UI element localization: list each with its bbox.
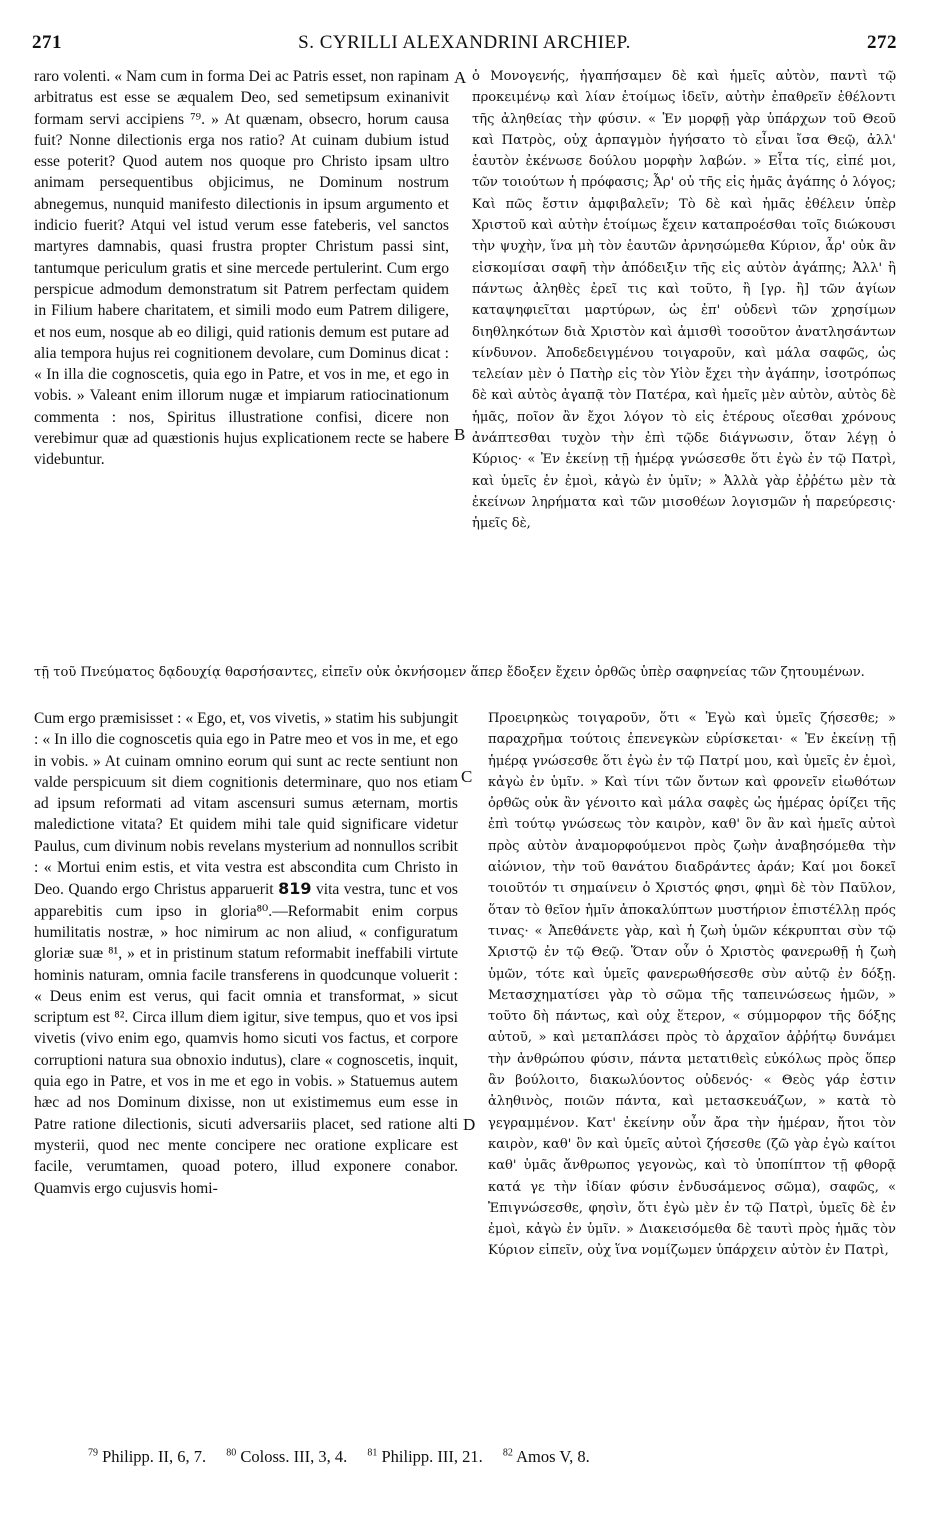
footnote-text: Philipp. III, 21. [381, 1447, 483, 1466]
footnotes [88, 1447, 888, 1467]
greek-spanning-line: τῇ τοῦ Πνεύματος δᾳδουχίᾳ θαρσήσαντες, εἰπεῖν οὐκ ὀκνήσομεν ἅπερ ἔδοξεν ἔχειν ὀρθῶς ὑπὲρ σαφηνείας τῶν ζητουμένων. [34, 665, 865, 680]
right-page-number: 272 [867, 32, 897, 53]
latin-column-top: raro volenti. « Nam cum in forma Dei ac Patris esset, non rapinam arbitratus est esse se æqualem Deo, sed semetipsum exinanivit formam servi accipiens ⁷⁹. » At quænam, obsecro, horum causa fuit? Nonne dilectionis erga nos ratio? At cuinam dubium istud esse poterit? Quod autem nos quoque pro Christo ipsam ultro animam persequentibus objicimus, ne Dominum nostrum abnegemus, nunquid manifesto dilectionis in ipsum argumento et indicio fuerit? Atqui vel istud verum esse fateberis, vel sanctos martyres damnabis, quasi frustra propter Christum passi sint, tantumque periculum gratis et sine mercede pertulerint. Cum ergo perspicue admodum demonstratum sit Patrem perfectam quidem in Filium habere charitatem, et simili modo eum Patrem diligere, et nos eum, nosque ab eo diligi, quid rationis demum est putare ad alia tempora hujus rei cognitionem devolare, cum Dominus dicat : « In illa die cognoscetis, quia ego in Patre, et vos in me, et ego in vobis. » Valeant enim illorum nugæ et impiarum ratiocinationum commenta : nos, Spiritus illustratione confisi, dicere non verebimur quæ ad quæstionis hujus explicationem recte se habere videbuntur. [34, 68, 449, 469]
latin-bottom-part-2: vita vestra, tunc et vos apparebitis cum ipso in gloria⁸⁰.—Reformabit enim corpus humilitatis nostræ, » hoc nimirum ac non aliud, « configuratum gloriæ suæ ⁸¹, » et in pristinum statum reformabit ineffabili virtute hominis naturam, omnia facile transferens in quodcunque voluerit : « Deus enim est verus, qui facit omnia et transformat, » sicut scriptum est ⁸². Circa illum diem igitur, sive tempus, quo et vos ipsi vivetis (vivo enim ego, quamvis homo sicuti vos factus, et corpore corruptioni natura sua obnoxio indutus), clare « cognoscetis, inquit, quia ego in Patre, et vos in me et ego in vobis. » Statuemus autem hæc ad nos Dominum dixisse, non ut existimemus eum esse in Patre ratione dilectionis, sicuti adversariis placet, sed ratione alti mysterii, quod nec mente concipere nec oratione explicare est facile, verumtamen, quoad potero, illud exponere conabor. Quamvis ergo cujusvis homi- [34, 881, 458, 1197]
footnote-number: 79 [88, 1447, 98, 1459]
footnote-number: 80 [226, 1447, 237, 1459]
footnote [367, 1447, 482, 1466]
column-number: 819 [278, 879, 312, 899]
footnote-number: 82 [502, 1447, 513, 1459]
footnote [88, 1447, 206, 1466]
footnote-number: 81 [367, 1447, 378, 1459]
footnote-text: Coloss. III, 3, 4. [240, 1447, 348, 1466]
section-marker-d: D [463, 1115, 476, 1134]
footnote-text: Amos V, 8. [516, 1447, 590, 1466]
running-title: S. CYRILLI ALEXANDRINI ARCHIEP. [298, 32, 631, 53]
latin-bottom-part-1: Cum ergo præmisisset : « Ego, et, vos vivetis, » statim his subjungit : « In illo die cognoscetis quia ego in Patre meo et vos in me, et ego in vobis. » At cuinam omnino eorum qui sunt ac recte sentiunt non valde perspicuum sit diem cognitionis determinare, quo nos etiam ad ipsum reformati ad vitam ascensuri sumus æternam, mortis maledictione vitata? Et quidem mihi tale quid significare videtur Paulus, cum divinum nobis revelans mysterium ad nonnullos scribit : « Mortui enim estis, et vita vestra est abscondita cum Christo in Deo. Quando ergo Christus apparuerit [34, 710, 458, 899]
section-marker-c: C [461, 767, 473, 786]
greek-column-bottom: Προειρηκὼς τοιγαροῦν, ὅτι « Ἐγὼ καὶ ὑμεῖς ζήσεσθε; » παραχρῆμα τούτοις ἐπενεγκὼν εὑρίσκεται· « Ἐν ἐκείνῃ τῇ ἡμέρᾳ γνώσεσθε ὅτι ἐγὼ ἐν τῷ Πατρί μου, καὶ ὑμεῖς ἐν ἐμοὶ, κἀγὼ ἐν ὑμῖν. » Καὶ τίνι τῶν ὄντων καὶ φρονεῖν εἰωθότων ὀρθῶς οὐκ ἂν γένοιτο καὶ μάλα σαφὲς ὡς ἡμέρας ὁρίζει τῆς ἐπὶ τούτῳ γνώσεως τὸν καιρὸν, καθ' ὃν ἂν καὶ ἡμεῖς αὐτοὶ πρὸς αὐτὸν ἀναμορφούμενοι πρὸς ζωὴν ἀναβησόμεθα τὴν αἰώνιον, τὴν τοῦ θανάτου διαδράντες ἀράν; Καί μοι δοκεῖ τοιοῦτόν τι σημαίνειν ὁ Χριστός φησι, φημὶ δὲ τὸν Παῦλον, ὅταν τὸ θεῖον ἡμῖν ἀποκαλύπτων μυστήριον ἐπιστέλλῃ πρός τινας· « Ἀπεθάνετε γὰρ, καὶ ἡ ζωὴ ὑμῶν κέκρυπται σὺν τῷ Χριστῷ ἐν τῷ Θεῷ. Ὅταν οὖν ὁ Χριστὸς φανερωθῇ ἡ ζωὴ ὑμῶν, τότε καὶ ὑμεῖς φανερωθήσεσθε σὺν αὐτῷ ἐν δόξῃ. Μετασχηματίσει γὰρ τὸ σῶμα τῆς ταπεινώσεως ἡμῶν, » τοῦτο δὴ πάντως, καὶ οὐχ ἕτερον, « σύμμορφον τῆς δόξης αὐτοῦ, » καὶ μεταπλάσει πρὸς τὸ ἀρχαῖον ἀῤῥήτῳ δυνάμει τὴν ἀνθρώπου φύσιν, πάντα μετατιθεὶς εὐκόλως πρὸς ὅπερ ἂν βούλοιτο, διακωλύοντος οὐδενός· « Θεὸς γάρ ἐστιν ἀληθινὸς, ποιῶν πάντα, καὶ μετασκευάζων, » κατὰ τὸ γεγραμμένον. Κατ' ἐκείνην οὖν ἄρα τὴν ἡμέραν, ἤτοι τὸν καιρὸν, καθ' ὃν καὶ ὑμεῖς αὐτοὶ ζήσεσθε (ζῶ γὰρ ἐγὼ καίτοι καθ' ὑμᾶς ἄνθρωπος γεγονὼς, καὶ τὸ ὑποπίπτον τῇ φθορᾷ κατά γε τὴν ἰδίαν φύσιν ἐνδυσάμενος σῶμα), σαφῶς, « Ἐπιγνώσεσθε, φησὶν, ὅτι ἐγὼ μὲν ἐν τῷ Πατρὶ, ὑμεῖς δὲ ἐν ἐμοὶ, κἀγὼ ἐν ὑμῖν. » Διακεισόμεθα δὲ ταυτὶ πρὸς ἡμᾶς τὸν Κύριον εἰπεῖν, οὐχ ἵνα νομίζωμεν ὑπάρχειν αὐτὸν ἐν Πατρὶ, [488, 711, 896, 1259]
footnote [226, 1447, 347, 1466]
section-marker-a: A [454, 68, 467, 87]
latin-column-bottom [34, 708, 458, 1199]
left-page-number: 271 [32, 32, 62, 53]
running-header [32, 32, 897, 56]
greek-column-top: ὁ Μονογενής, ἠγαπήσαμεν δὲ καὶ ἡμεῖς αὐτὸν, παντὶ τῷ προκειμένῳ καὶ λίαν ἑτοίμως ἰδεῖν, αὐτὴν ἐπαθρεῖν ἐθέλοντι τῆς ἀληθείας τὴν φύσιν. « Ἐν μορφῇ γὰρ ὑπάρχων τοῦ Θεοῦ καὶ Πατρὸς, οὐχ ἁρπαγμὸν ἡγήσατο τὸ εἶναι ἴσα Θεῷ, ἀλλ' ἑαυτὸν ἐκένωσε δούλου μορφὴν λαβών. » Εἶτα τίς, εἰπέ μοι, τῶν τοιούτων ἡ πρόφασις; Ἆρ' οὐ τῆς εἰς ἡμᾶς ἀγάπης ὁ λόγος; Καὶ πῶς ἔστιν ἀμφιβαλεῖν; Τὸ δὲ καὶ ἡμᾶς ἐθέλειν ὑπὲρ Χριστοῦ καὶ αὐτὴν ἑτοίμως ἔχειν καταπροέσθαι τοῖς διώκουσι τὴν ψυχὴν, ἵνα μὴ τὸν ἑαυτῶν ἀρνησώμεθα Κύριον, ἆρ' οὐκ ἂν εἰσκομίσαι σαφῆ τὴν ἀπόδειξιν τῆς εἰς αὐτὸν ἀγάπης; Ἀλλ' ἢ πάντως ἀληθὲς ἐρεῖ τις καὶ τοῦτο, ἢ [γρ. ἢ] τῶν ἁγίων καταψηφιεῖται μαρτύρων, ὡς ἐπ' οὐδενὶ τῶν χρησίμων διηθληκότων διὰ Χριστὸν καὶ ἀμισθὶ τοσοῦτον ἀνατλησάντων κίνδυνον. Ἀποδεδειγμένου τοιγαροῦν, καὶ μάλα σαφῶς, ὡς τελείαν μὲν ὁ Πατὴρ εἰς τὸν Υἱὸν ἔχει τὴν ἀγάπην, ἰσοτρόπως δὲ καὶ αὐτὸς ἀγαπᾷ τὸν Πατέρα, καὶ ἡμεῖς μὲν αὐτὸν, αὐτὸς δὲ ἡμᾶς, ποῖον ἂν ἔχοι λόγον τὸ εἰς ἑτέρους οἴεσθαι χρόνους ἀνάπτεσθαι τυχὸν τὴν ἐπὶ τῷδε διάγνωσιν, ὅταν λέγῃ ὁ Κύριος· « Ἐν ἐκείνῃ τῇ ἡμέρᾳ γνώσεσθε ὅτι ἐγὼ ἐν τῷ Πατρὶ, καὶ ὑμεῖς ἐν ἐμοὶ, κἀγὼ ἐν ὑμῖν; » Ἀλλὰ γὰρ ἐῤῥέτω μὲν τὰ ἐκείνων ληρήματα καὶ τῶν μισοθέων λογισμῶν ἡ παρεύρεσις· ἡμεῖς δὲ, [472, 69, 896, 532]
footnote-text: Philipp. II, 6, 7. [102, 1447, 207, 1466]
footnote [503, 1447, 590, 1466]
section-marker-b: B [454, 425, 466, 444]
